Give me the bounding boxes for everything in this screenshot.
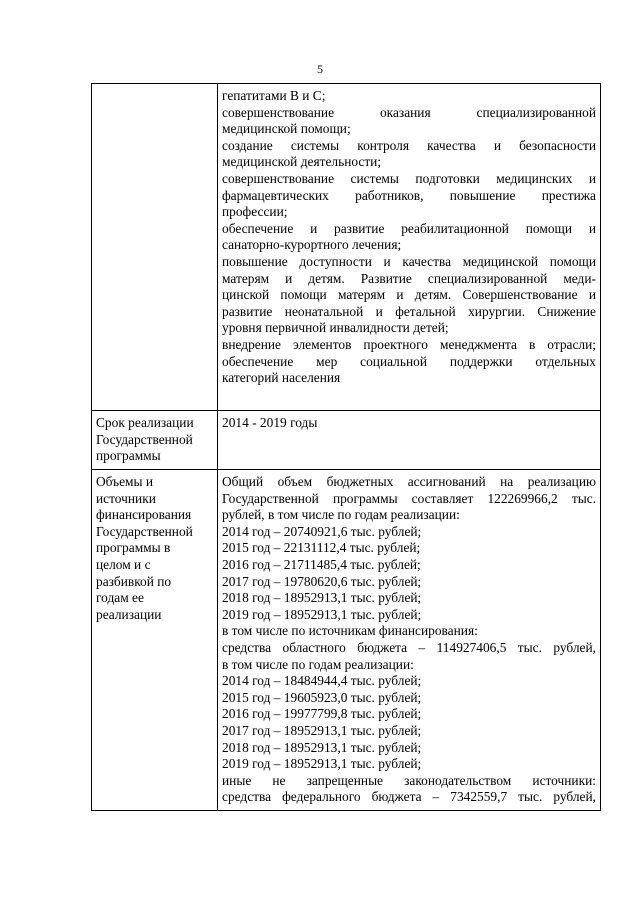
row-label-line: Срок реализации [96,415,194,430]
text-line: гепатитами В и С; [222,88,326,103]
text-line: 2017 год – 19780620,6 тыс. рублей; [222,573,422,589]
text-line: профессии; [222,204,288,220]
text-line: 2017 год – 18952913,1 тыс. рублей; [222,722,422,738]
text-line: развитие неонатальной и фетальной хирургии. Снижение [222,303,596,319]
row-label-cell-funding [92,470,218,811]
text-line: 2014 год – 20740921,6 тыс. рублей; [222,523,422,539]
text-line: 2016 год – 21711485,4 тыс. рублей; [222,556,421,572]
row-label-line: Государственной [96,523,193,539]
row-label-line: разбивкой по [96,573,172,589]
text-line: цинской помощи матерям и детям. Совершенствование и [222,287,596,303]
row-label-line: источники [96,490,156,506]
text-line: в том числе по годам реализации: [222,656,414,672]
text-line: 2015 год – 19605923,0 тыс. рублей; [222,689,422,705]
text-line: совершенствование оказания специализированной [222,104,596,120]
program-passport-table [91,83,601,811]
text-line: фармацевтических работников, повышение престижа [222,187,596,203]
text-line: иные не запрещенные законодательством источники: [222,772,596,788]
row-value-cell-funding [218,470,601,811]
row-label-line: программы в [96,540,171,556]
table-row-term [92,411,601,470]
row-label-line: программы [96,448,161,464]
text-line: уровня первичной инвалидности детей; [222,320,449,336]
text-line: средства федерального бюджета – 7342559,7 тыс. рублей, [222,789,596,805]
text-line: средства областного бюджета – 114927406,5 тыс. рублей, [222,639,596,655]
text-line: повышение доступности и качества медицинской помощи [222,253,596,269]
text-line: санаторно-курортного лечения; [222,237,402,253]
text-line: медицинской помощи; [222,121,351,137]
text-line: 2015 год – 22131112,4 тыс. рублей; [222,540,421,556]
page-number: 5 [317,62,323,76]
text-line: 2014 год – 18484944,4 тыс. рублей; [222,673,422,689]
text-line: 2019 год – 18952913,1 тыс. рублей; [222,756,422,772]
row-value-cell-goals [218,84,601,411]
row-label-cell-term [92,411,218,470]
text-line: обеспечение мер социальной поддержки отдельных [222,353,596,369]
row-label-line: реализации [96,606,162,622]
text-line: совершенствование системы подготовки медицинских и [222,170,596,186]
row-label-line: финансирования [96,507,192,523]
row-label-line: Объемы и [96,474,154,489]
row-label-line: годам ее [96,590,144,606]
text-line: Общий объем бюджетных ассигнований на реализацию [222,474,596,489]
text-line: медицинской деятельности; [222,154,382,170]
text-line: 2019 год – 18952913,1 тыс. рублей; [222,606,422,622]
row-label-cell-empty [92,84,218,411]
text-line: обеспечение и развитие реабилитационной помощи и [222,220,596,236]
text-line: матерям и детям. Развитие специализированной меди- [222,270,596,286]
table-row-goals [92,84,601,411]
text-line: рублей, в том числе по годам реализации: [222,507,460,523]
text-line: 2018 год – 18952913,1 тыс. рублей; [222,739,422,755]
text-line: категорий населения [222,370,341,386]
text-line: в том числе по источникам финансирования: [222,623,478,639]
row-label-line: Государственной [96,431,193,447]
table-row-funding [92,470,601,811]
row-label-line: целом и с [96,556,151,572]
text-line: внедрение элементов проектного менеджмента в отрасли; [222,336,596,352]
text-line: 2018 год – 18952913,1 тыс. рублей; [222,590,422,606]
text-line: Государственной программы составляет 122269966,2 тыс. [222,490,596,506]
text-line: создание системы контроля качества и безопасности [222,137,596,153]
row-value-cell-term [218,411,601,470]
text-line: 2016 год – 19977799,8 тыс. рублей; [222,706,422,722]
term-value: 2014 - 2019 годы [222,415,318,430]
